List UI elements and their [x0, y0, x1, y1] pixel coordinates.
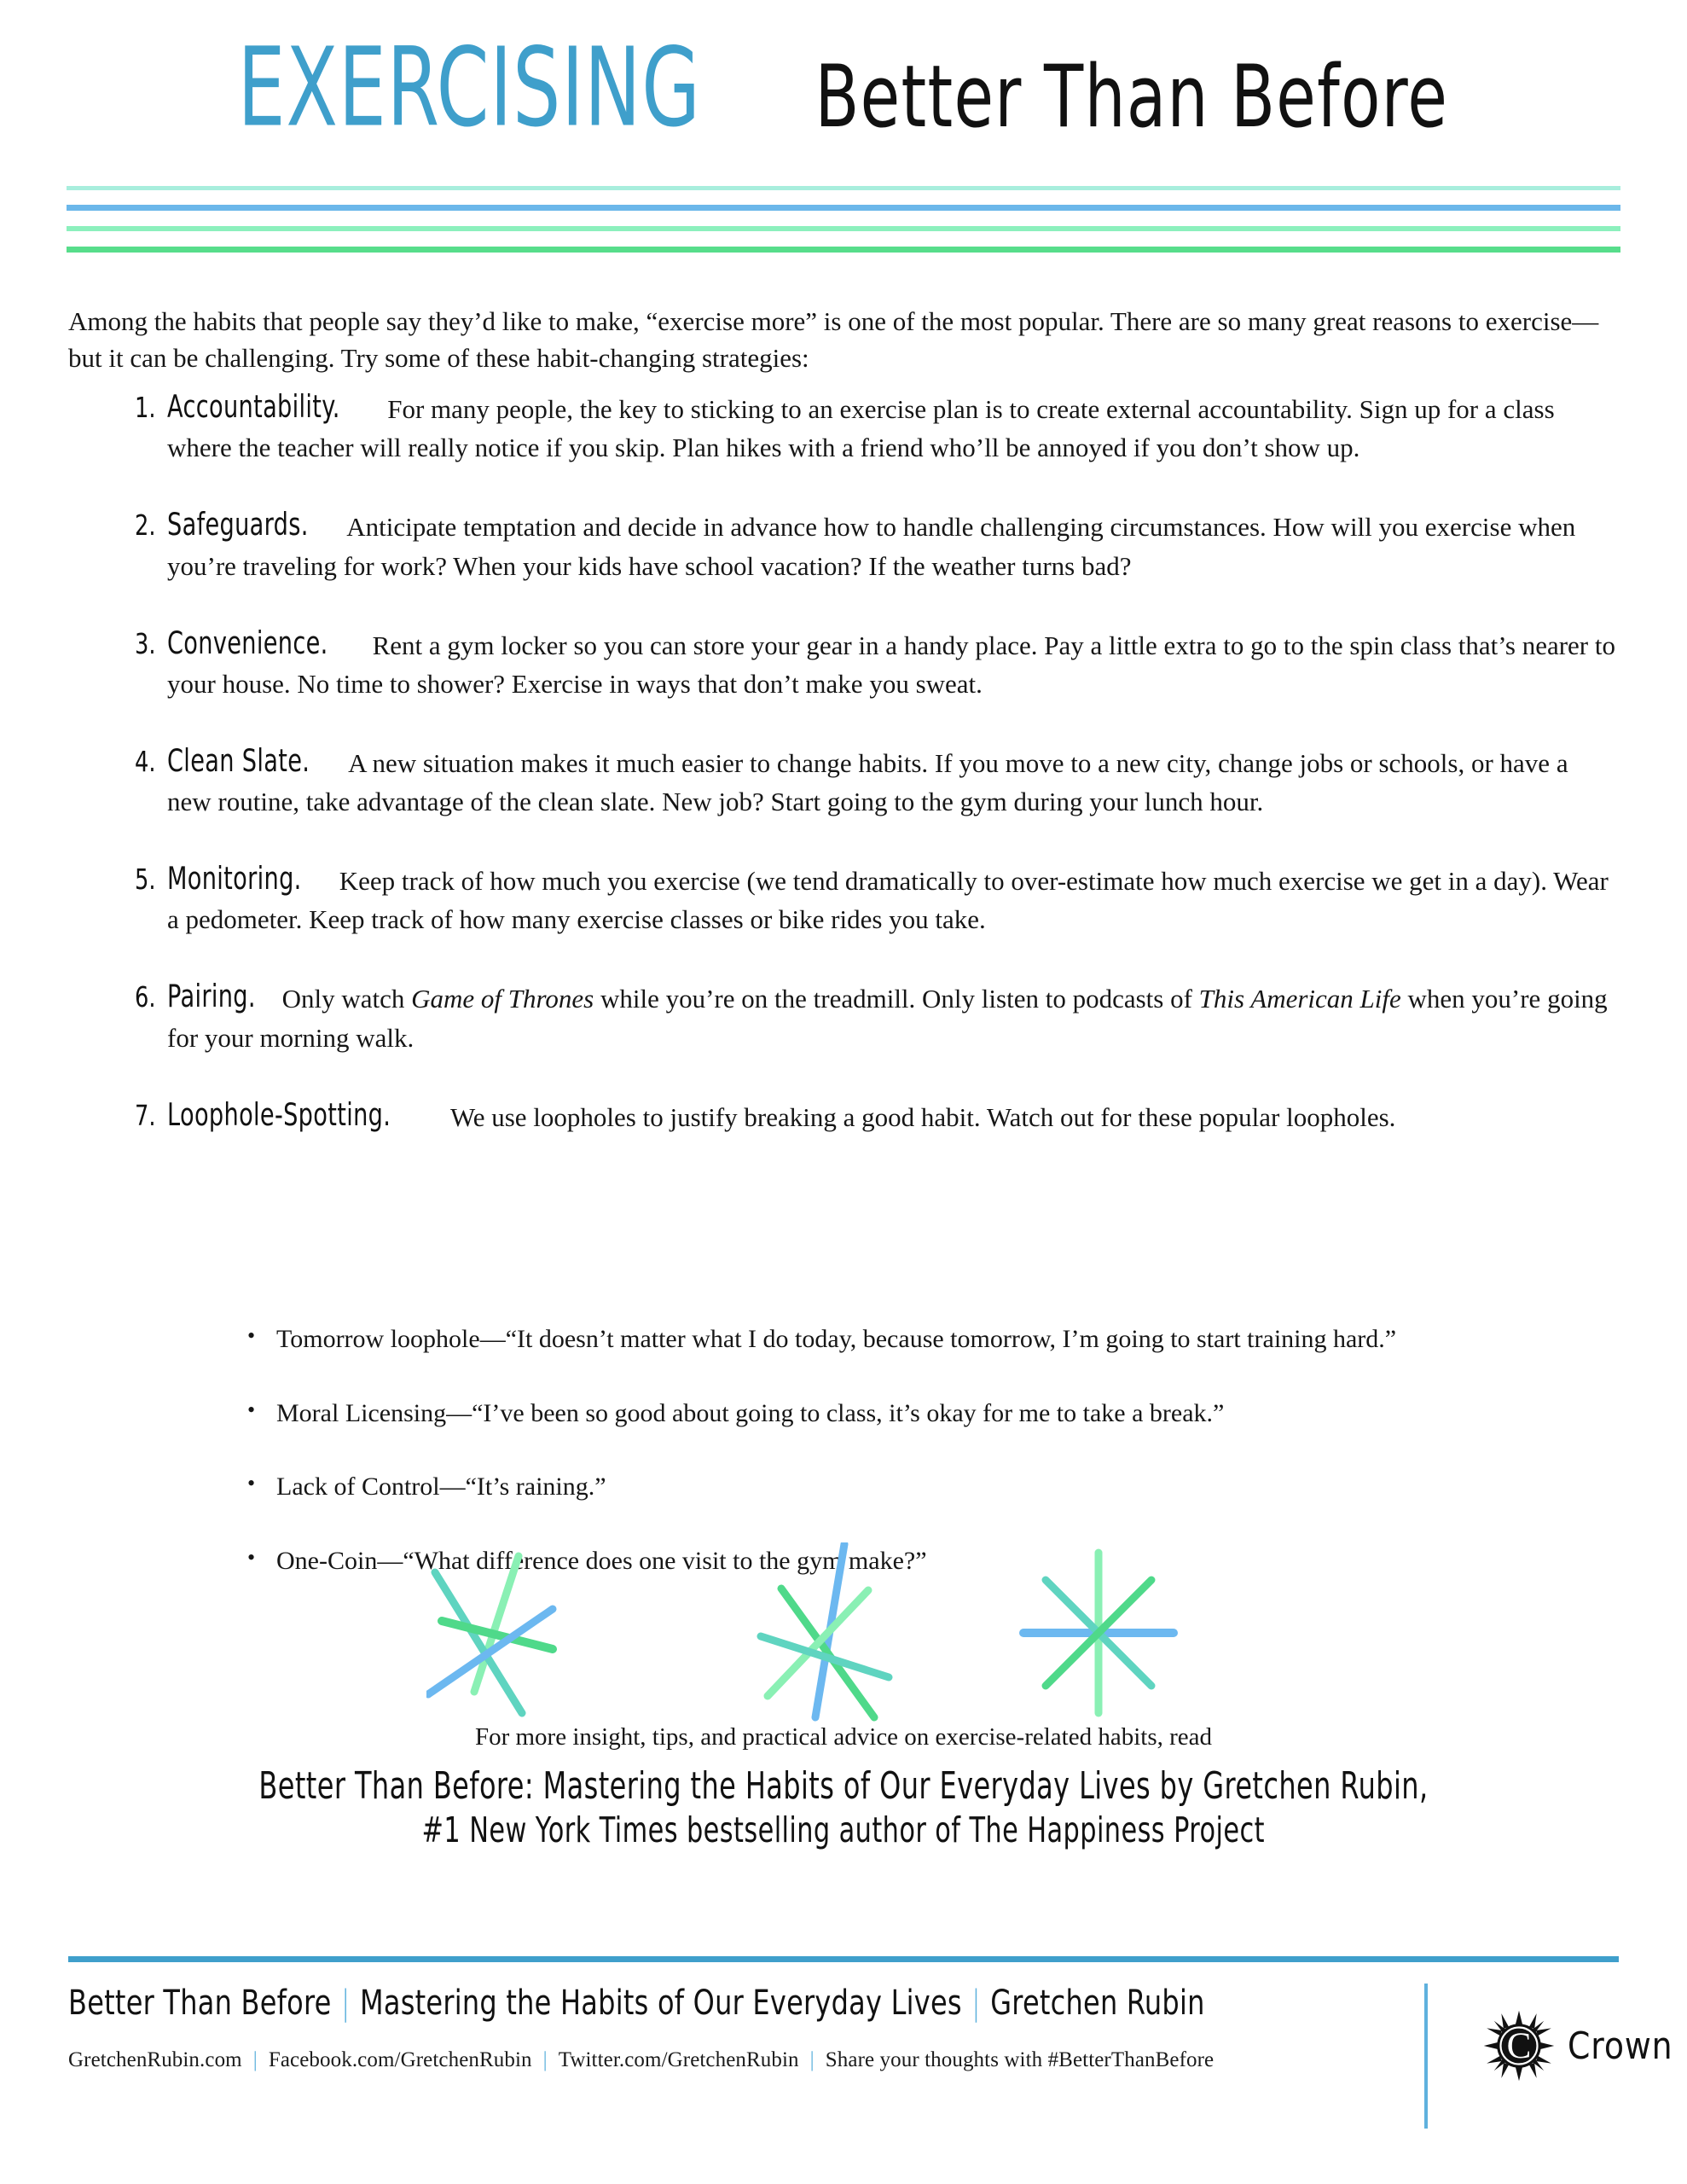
footer-link-facebook[interactable]: Facebook.com/GretchenRubin — [268, 2048, 532, 2071]
title-primary: EXERCISING — [237, 25, 701, 151]
intro-paragraph: Among the habits that people say they’d like to make, “exercise more” is one of the most popular. There are so many great reasons to exercise—but it can be challenging. Try some of these habit-changing strategies: — [68, 306, 1599, 373]
list-item-term: Loophole-Spotting. — [167, 1097, 391, 1134]
crown-sun-icon — [1482, 2009, 1556, 2082]
list-item-term: Convenience. — [167, 624, 328, 662]
divider-rule-1 — [67, 186, 1620, 190]
list-item-number: 7. — [135, 1098, 156, 1132]
list-item-description: Only watch Game of Thrones while you’re on the treadmill. Only listen to podcasts of This American Life when you’re going for your morning walk. — [167, 984, 1608, 1053]
list-item: • Moral Licensing—“I’ve been so good about going to class, it’s okay for me to take a break.” — [247, 1397, 1578, 1432]
list-item: • Tomorrow loophole—“It doesn’t matter what I do today, because tomorrow, I’m going to start training hard.” — [247, 1322, 1578, 1357]
footer-link-twitter[interactable]: Twitter.com/GretchenRubin — [558, 2048, 799, 2071]
footer-link-sep-1: | — [252, 2048, 258, 2071]
list-item-number: 5. — [135, 863, 156, 897]
list-item-term: Monitoring. — [167, 861, 302, 897]
footer-text-block — [68, 1984, 1394, 2072]
footer-divider-rule — [68, 1956, 1619, 1962]
starburst-icon-1 — [428, 1556, 553, 1713]
starburst-icon-3 — [1023, 1553, 1174, 1713]
list-item-number: 2. — [135, 508, 156, 543]
page-title — [0, 25, 1687, 151]
footer-brand-part2: Mastering the Habits of Our Everyday Lives — [360, 1984, 962, 2023]
footer-link-sep-2: | — [542, 2048, 548, 2071]
list-item-number: 6. — [135, 980, 156, 1014]
footer-brand-sep-1: | — [340, 1984, 351, 2023]
footer-link-sep-3: | — [809, 2048, 815, 2071]
list-item-number: 4. — [135, 744, 156, 778]
footer-hashtag-note: Share your thoughts with #BetterThanBefore — [825, 2048, 1215, 2071]
list-item: • One-Coin—“What difference does one visit to the gym make?” — [247, 1544, 1578, 1579]
list-item-description: For many people, the key to sticking to an exercise plan is to create external accountability. Sign up for a class where the teacher will really notice if you skip. Plan hikes with a friend who’ll be annoyed if you don’t show up. — [167, 394, 1555, 463]
list-item-term: Pairing. — [167, 979, 256, 1016]
promo-intro: For more insight, tips, and practical advice on exercise-related habits, read — [474, 1723, 1213, 1751]
list-item — [68, 1096, 1616, 1137]
promo-author-credit: #1 New York Times bestselling author of The Happiness Project — [421, 1809, 1266, 1850]
footer-vertical-divider — [1424, 1984, 1428, 2129]
list-item-term: Accountability. — [167, 389, 340, 426]
list-item-description: We use loopholes to justify breaking a good habit. Watch out for these popular loopholes. — [449, 1101, 1396, 1132]
footer-brand-line — [68, 1984, 1205, 2023]
footer-link-website[interactable]: GretchenRubin.com — [68, 2048, 242, 2071]
starburst-svg — [426, 1542, 1279, 1722]
divider-rule-3 — [67, 226, 1620, 231]
title-secondary: Better Than Before — [815, 46, 1449, 147]
strategy-list — [68, 388, 1616, 1176]
promo-book-title: Better Than Before: Mastering the Habits of Our Everyday Lives by Gretchen Rubin, — [258, 1765, 1429, 1808]
list-item-description: A new situation makes it much easier to change habits. If you move to a new city, change jobs or schools, or have a new routine, take advantage of the clean slate. New job? Start going to the gym during your lunch hour. — [167, 747, 1568, 817]
list-item-description: Keep track of how much you exercise (we tend dramatically to over-estimate how much exercise we get in a day). Wear a pedometer. Keep track of how many exercise classes or bike rides you take. — [167, 866, 1609, 935]
publisher-logo — [1482, 2009, 1687, 2082]
list-item-term: Clean Slate. — [167, 743, 310, 780]
svg-text:C: C — [1506, 2025, 1532, 2066]
publisher-name: Crown — [1568, 2024, 1673, 2068]
list-item — [68, 742, 1616, 821]
starburst-icon-2 — [761, 1544, 889, 1717]
footer-brand-part1: Better Than Before — [68, 1984, 332, 2023]
list-item — [68, 506, 1616, 584]
footer-brand-sep-2: | — [971, 1984, 982, 2023]
footer-brand-part3: Gretchen Rubin — [990, 1984, 1205, 2023]
starburst-ornaments — [426, 1542, 1279, 1722]
footer — [68, 1984, 1673, 2154]
divider-rule-2 — [67, 205, 1620, 211]
promo-block — [0, 1723, 1687, 1854]
list-item-term: Safeguards. — [167, 507, 309, 544]
list-item — [68, 978, 1616, 1056]
list-item — [68, 388, 1616, 467]
list-item: • Lack of Control—“It’s raining.” — [247, 1470, 1578, 1505]
list-item — [68, 624, 1616, 703]
divider-rule-4 — [67, 247, 1620, 253]
header-rule-stack — [67, 186, 1620, 253]
list-item — [68, 860, 1616, 938]
list-item-description: Rent a gym locker so you can store your gear in a handy place. Pay a little extra to go to the spin class that’s nearer to your house. No time to shower? Exercise in ways that don’t make you sweat. — [167, 630, 1615, 699]
list-item-number: 1. — [135, 391, 156, 424]
list-item-number: 3. — [135, 626, 156, 660]
list-item-description: Anticipate temptation and decide in advance how to handle challenging circumstances. How will you exercise when you’re traveling for work? When your kids have school vacation? If the weather turns bad? — [167, 512, 1576, 581]
footer-link-line — [68, 2048, 1394, 2072]
